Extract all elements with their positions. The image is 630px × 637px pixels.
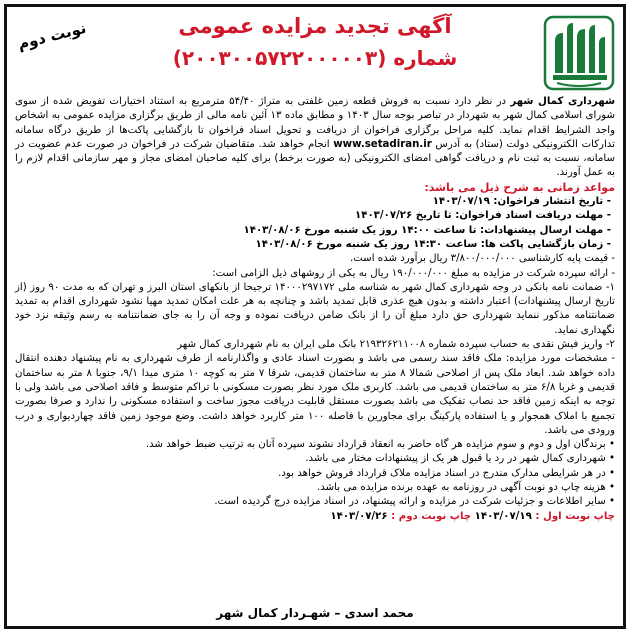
intro-text-2: انجام خواهد شد. متقاضیان شرکت در فراخوان در صورت عدم عضویت در سامانه، نسبت به ثبت نام و دریافت گواهی امضای الکترونیکی (به صورت برخط) برای کلیه صاحبان امضای مجاز و مهر سازمانی اقدام لازم را به عمل آورند.	[15, 138, 615, 179]
condition-item: • در هر شرایطی مدارک مندرج در اسناد مزایده ملاک قرارداد فروش خواهد بود.	[15, 467, 615, 481]
notice-title: آگهی تجدید مزایده عمومی	[178, 14, 452, 38]
intro-paragraph	[15, 95, 615, 181]
website-link[interactable]: www.setadiran.ir	[333, 138, 432, 150]
condition-item: • سایر اطلاعات و جزئیات شرکت در مزایده و ارائه پیشنهاد، در اسناد مزایده درج گردیده است.	[15, 495, 615, 509]
notice-header	[7, 7, 623, 95]
condition-item: • هزینه چاپ دو نوبت آگهی در روزنامه به عهده برنده مزایده می باشد.	[15, 481, 615, 495]
signature	[7, 606, 623, 620]
schedule-item: - زمان بازگشایی پاکت ها: ساعت ۱۴:۳۰ روز یک شنبه مورخ ۱۴۰۳/۰۸/۰۶	[255, 238, 611, 250]
schedule-heading: مواعد زمانی به شرح ذیل می باشد:	[424, 180, 615, 194]
condition-item: • شهرداری کمال شهر در رد یا قبول هر یک از پیشنهادات مختار می باشد.	[15, 452, 615, 466]
deposit-requirement: - ارائه سپرده شرکت در مزایده به مبلغ ۱۹۰/۰۰۰/۰۰۰ ریال به یکی از روشهای ذیل الزامی است:	[212, 267, 615, 279]
signer-name: محمد اسدی	[344, 606, 414, 620]
notice-frame	[4, 4, 626, 629]
print-dates: چاپ نوبت اول : ۱۴۰۳/۰۷/۱۹ چاپ نوبت دوم : ۱۴۰۳/۰۷/۲۶	[330, 510, 615, 522]
schedule-item: - تاریخ انتشار فراخوان: ۱۴۰۳/۰۷/۱۹	[432, 196, 611, 208]
tender-number-prefix: شماره	[393, 46, 458, 70]
condition-item: • برندگان اول و دوم و سوم مزایده هر گاه حاضر به انعقاد قرارداد نشوند سپرده آنان به ترتیب ضبط خواهد شد.	[15, 438, 615, 452]
schedule-item: - مهلت ارسال پیشنهادات: تا ساعت ۱۴:۰۰ روز یک شنبه مورخ ۱۴۰۳/۰۸/۰۶	[243, 224, 611, 236]
intro-text-1: در نظر دارد نسبت به فروش قطعه زمین غلفتی به متراژ ۵۴/۴۰ مترمربع به استناد اختیارات تفویض شده از سوی شورای اسلامی کمال شهر به شهردار در تباصر بوجه سال ۱۴۰۳ و مطابق ماده ۱۳ آئین نامه مالی از طریق برگزاری مزایده عمومی به اشخاص واجد الشرایط اقدام نماید. کلیه مراحل برگزاری فراخوان از دریافت و تحویل اسناد فراخوان تا بازگشایی پاکت‌ها از طریق درگاه سامانه تدارکات الکترونیکی دولت (ستاد) به آدرس	[15, 96, 615, 150]
deposit-option-cash: ۲- واریز فیش نقدی به حساب سپرده شماره ۲۱۹۳۲۶۲۱۱۰۰۸ بانک ملی ایران به نام شهرداری کمال شهر	[177, 339, 615, 351]
property-specs: - مشخصات مورد مزایده: ملک فاقد سند رسمی می باشد و بصورت اسناد عادی و واگذارنامه از طرف شهرداری به نام پیشنهاد دهنده انتقال داده خواهد شد. ابعاد ملک پس از اصلاحی شمالا ۸ متر به ساختمان قدیمی، شرقا ۷ متر به کوچه ۱۰ متری میدا ۹/۱، جنوبا ۸ متر به ساختمان قدیمی و غربا ۶/۸ متر به ساختمان قدیمی می باشد. کاربری ملک مورد نظر بصورت مسکونی با تراکم متوسط و فاقد اصلاحی می باشد ولی با توجه به اینکه زمین فاقد حد نصاب تفکیک می باشد بصورت مستقل قابلیت دریافت مجوز ساخت و استفاده مسکونی را ندارد و صرفا بصورت تجمیع با املاک همجوار و یا استفاده پارکینگ برای مجاورین با فاصله ۱۰۰ متر کاربرد خواهد داشت. وضع موجود زمین فاقد چهاردیواری و درب ورودی می باشد.	[15, 353, 616, 436]
schedule-item: - مهلت دریافت اسناد فراخوان: تا تاریخ ۱۴۰۳/۰۷/۲۶	[355, 210, 611, 222]
tender-number: (۲۰۰۳۰۰۵۷۲۲۰۰۰۰۰۳)	[172, 46, 387, 70]
deposit-option-guarantee: ۱- ضمانت نامه بانکی در وجه شهرداری کمال شهر به شناسه ملی ۱۴۰۰۰۲۹۷۱۷۲ ترجیحا از بانکهای استان البرز و تهران که به مدت ۹۰ روز (از تاریخ ارسال پیشنهادات) اعتبار داشته و بدون هیچ عذری قابل تمدید باشد و چنانچه به هر علت امکان تمدید مهیا نشود شهرداری اقدام به تمدید ضمانتنامه مذکور ننماید شهرداری حق دارد مبلغ آن را از بانک ضامن دریافت نموده و وجه آن را به جای ضمانتنامه به رسم وثیقه نزد خود نگهداری نماید.	[15, 281, 615, 336]
signer-title: – شهـردار کمال شهر	[216, 606, 345, 620]
municipality-logo-icon	[543, 15, 615, 91]
tender-number-line	[97, 45, 533, 71]
base-price: - قیمت پایه کارشناسی ۳/۸۰۰/۰۰۰/۰۰۰ ریال برآورد شده است.	[349, 253, 615, 265]
round-badge: نوبت دوم	[15, 18, 88, 54]
notice-body	[7, 95, 623, 524]
intro-lead: شهرداری کمال شهر	[510, 96, 615, 107]
